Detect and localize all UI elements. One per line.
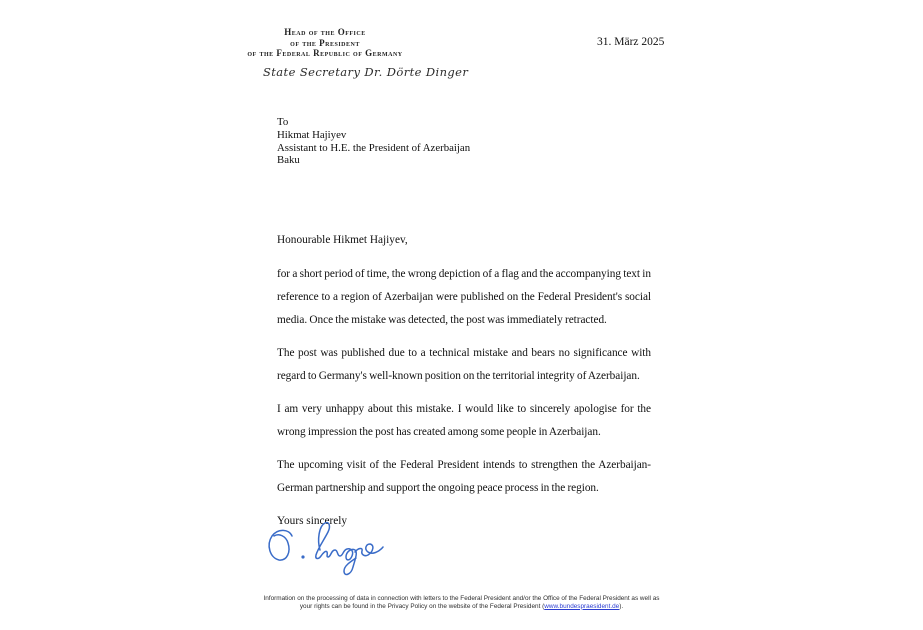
closing: Yours sincerely [277, 515, 348, 527]
signature-handwriting [257, 516, 399, 578]
recipient-address [277, 116, 470, 167]
footer-line-2-suffix: ). [619, 602, 624, 610]
privacy-policy-link[interactable]: www.bundespraesident.de [544, 602, 620, 610]
paragraph-2: The post was published due to a technical mistake and bears no significance with regard to Germany's well-known position on the territorial integrity of Azerbaijan. [277, 347, 651, 382]
privacy-footer [0, 595, 923, 611]
recipient-line-title: Assistant to H.E. the President of Azerbaijan [277, 141, 471, 154]
paragraph-4: The upcoming visit of the Federal President intends to strengthen the Azerbaijan-German partnership and support the ongoing peace process in the region. [277, 459, 651, 494]
recipient-line-to: To [277, 116, 289, 128]
paragraph-1: for a short period of time, the wrong depiction of a flag and the accompanying text in reference to a region of Azerbaijan were published on the Federal President's social media. Once the mistake was detected, the post was immediately retracted. [277, 268, 651, 326]
signature-surname-stroke [316, 523, 356, 575]
letterhead-line-2: of the President [290, 37, 360, 48]
signature-initial-stroke [269, 530, 292, 560]
salutation: Honourable Hikmet Hajiyev, [277, 234, 408, 246]
recipient-line-city: Baku [277, 154, 300, 167]
signature-flourish-stroke [355, 544, 383, 556]
letter-body [277, 229, 651, 533]
recipient-line-name: Hikmat Hajiyev [277, 128, 347, 141]
paragraph-3: I am very unhappy about this mistake. I would like to sincerely apologise for the wrong impression the post has created among some people in Azerbaijan. [277, 403, 651, 438]
state-secretary-line: State Secretary Dr. Dörte Dinger [263, 65, 469, 79]
signature-period-dot [301, 555, 304, 558]
footer-line-2-prefix: your rights can be found in the Privacy Policy on the website of the Federal President ( [299, 602, 545, 610]
footer-line-2 [0, 603, 923, 611]
letterhead-line-3: of the Federal Republic of Germany [247, 48, 403, 58]
letterhead-office [203, 27, 447, 59]
letter-date: 31. März 2025 [597, 36, 665, 48]
footer-line-1: Information on the processing of data in connection with letters to the Federal President and/or the Office of the Federal President as well as [263, 595, 660, 602]
letterhead-line-1: Head of the Office [284, 27, 366, 37]
